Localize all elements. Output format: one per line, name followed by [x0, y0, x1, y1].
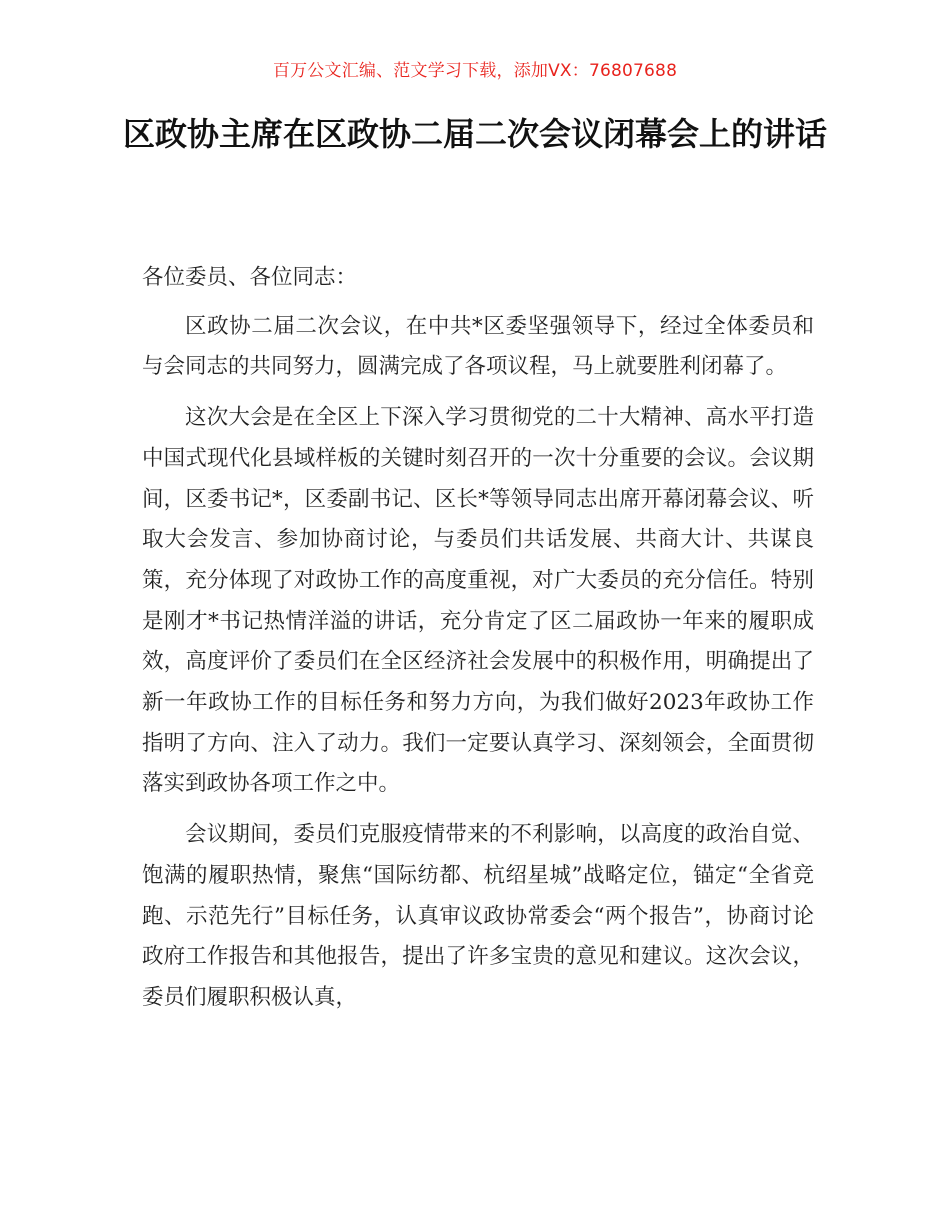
- header-banner: 百万公文汇编、范文学习下载，添加VX：76807688: [272, 61, 678, 81]
- paragraph-3: 会议期间，委员们克服疫情带来的不利影响，以高度的政治自觉、饱满的履职热情，聚焦“国际纺都、杭绍星城”战略定位，锚定“全省竞跑、示范先行”目标任务，认真审议政协常委会“两个报告”，协商讨论政府工作报告和其他报告，提出了许多宝贵的意见和建议。这次会议，委员们履职积极认真，: [142, 822, 814, 1010]
- document-body: [142, 258, 814, 1029]
- paragraph-1: 区政协二届二次会议，在中共*区委坚强领导下，经过全体委员和与会同志的共同努力，圆满完成了各项议程，马上就要胜利闭幕了。: [142, 313, 814, 380]
- document-title: 区政协主席在区政协二届二次会议闭幕会上的讲话: [122, 115, 827, 153]
- paragraph-2: 这次大会是在全区上下深入学习贯彻党的二十大精神、高水平打造中国式现代化县域样板的关键时刻召开的一次十分重要的会议。会议期间，区委书记*，区委副书记、区长*等领导同志出席开幕闭幕会议、听取大会发言、参加协商讨论，与委员们共话发展、共商大计、共谋良策，充分体现了对政协工作的高度重视，对广大委员的充分信任。特别是刚才*书记热情洋溢的讲话，充分肯定了区二届政协一年来的履职成效，高度评价了委员们在全区经济社会发展中的积极作用，明确提出了新一年政协工作的目标任务和努力方向，为我们做好2023年政协工作指明了方向、注入了动力。我们一定要认真学习、深刻领会，全面贯彻落实到政协各项工作之中。: [142, 405, 814, 797]
- salutation: 各位委员、各位同志：: [142, 265, 358, 290]
